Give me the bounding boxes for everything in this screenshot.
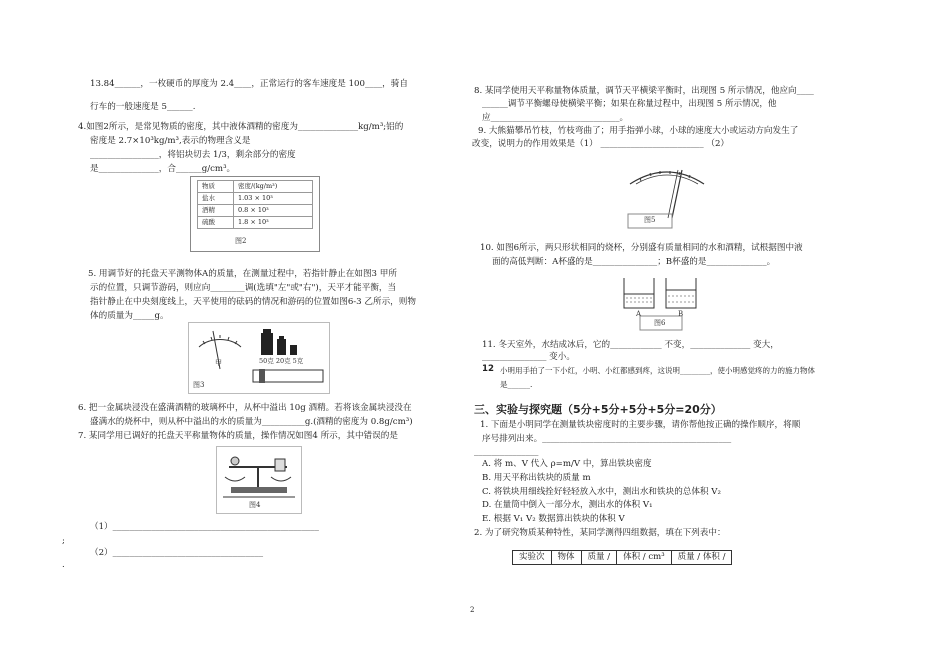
q10-line2: 面的高低判断：A杯盛的是_______________；B杯盛的是______________。 <box>492 257 776 267</box>
q8-line1: 8. 某同学使用天平称量物体质量，调节天平横梁平衡时，出现图 5 所示情况，他应向____ <box>474 86 814 96</box>
q7-answer-2: （2）___________________________________ <box>90 548 264 558</box>
density-row-sulfuric-acid-value: 1.8 × 10³ <box>233 217 312 229</box>
exp1-step-e: E. 根据 V₁ V₂ 数据算出铁块的体积 V <box>482 514 625 524</box>
exp2-header-mass-per-volume: 质量 / 体积 / <box>671 551 732 565</box>
q4-line4: 是______________，合______g/cm³。 <box>90 164 236 174</box>
figure-4-caption: 图4 <box>249 501 261 509</box>
q8-line3: 应______________________________。 <box>482 113 629 123</box>
density-header-value: 密度/(kg/m³) <box>233 181 312 193</box>
figure-2-density-table <box>190 176 320 252</box>
exp2-line1: 2. 为了研究物质某种特性，某同学测得四组数据，填在下列表中： <box>474 528 726 538</box>
figure-6-caption: 图6 <box>654 319 666 327</box>
q10-line1: 10. 如图6所示，两只形状相同的烧杯，分别盛有质量相同的水和酒精，试根据图中液 <box>480 243 803 253</box>
q3-line1: 13.84______，一枚硬币的厚度为 2.4____，正常运行的客车速度是 100____，骑自 <box>90 79 408 89</box>
exp2-header-trial: 实验次 <box>513 551 552 565</box>
density-row-alcohol-value: 0.8 × 10³ <box>233 205 312 217</box>
figure-2-caption: 图2 <box>235 237 247 245</box>
figure-5-gauge <box>626 150 708 230</box>
exp1-step-a: A. 将 m、V 代入 ρ=m/V 中，算出铁块密度 <box>482 459 652 469</box>
q12-line2: 是______. <box>500 380 533 389</box>
q7-line1: 7. 某同学用已调好的托盘天平称量物体的质量，操作情况如图4 所示，其中错误的是 <box>78 431 398 441</box>
density-row-sulfuric-acid: 硫酸 <box>198 217 234 229</box>
section-title: 三、实验与探究题（5分+5分+5分+5分=20分） <box>474 403 722 416</box>
q4-line2: 密度是 2.7×10³kg/m³,表示的物理含义是 <box>90 136 251 146</box>
q4-line1: 4.如图2所示，是常见物质的密度，其中液体酒精的密度为______________kg/m³;铝的 <box>78 122 404 132</box>
density-row-alcohol: 酒精 <box>198 205 234 217</box>
q5-line3: 指针静止在中央刻度线上，天平使用的砝码的情况和游码的位置如图6-3 乙所示，则物 <box>90 297 416 307</box>
q4-line3: ________________，将铝块切去 1/3，剩余部分的密度 <box>90 150 296 160</box>
q9-line1: 9. 大熊猫攀吊竹枝，竹枝弯曲了；用手指弹小球，小球的速度大小或运动方向发生了 <box>478 126 799 136</box>
exp1-line2: 序号排列出来。____________________________________________ <box>482 434 732 444</box>
figure-3-label-jia: 甲 <box>215 359 222 367</box>
gauge-illustration <box>626 150 708 230</box>
figure-4-balance <box>216 446 302 514</box>
q5-line2: 示的位置，只调节游码，则应向________调(选填"左"或"右")，天平才能平衡，当 <box>90 283 397 293</box>
exp1-step-d: D. 在量筒中倒入一部分水，测出水的体积 V₁ <box>482 500 653 510</box>
exp2-header-volume: 体积 / cm³ <box>617 551 672 565</box>
q7-answer-1: （1）________________________________________________ <box>90 522 319 532</box>
density-table <box>197 180 313 229</box>
exp2-header-object: 物体 <box>551 551 581 565</box>
q7-trailing-dot: . <box>62 560 65 570</box>
page-number: 2 <box>470 606 475 614</box>
density-row-saltwater: 盐水 <box>198 193 234 205</box>
figure-3-caption: 图3 <box>193 381 205 389</box>
figure-3-weights-label: 50克 20克 5克 <box>259 357 304 365</box>
figure-6-beakers <box>620 270 702 332</box>
q6-line1: 6. 把一金属块浸没在盛满酒精的玻璃杯中，从杯中溢出 10g 酒精。若将该金属块浸没在 <box>78 403 412 413</box>
q12-number: 12 <box>482 364 494 374</box>
exp2-data-table <box>512 550 732 565</box>
figure-3-balance <box>188 322 330 394</box>
q5-line4: 体的质量为_____g。 <box>90 311 169 321</box>
density-header-substance: 物质 <box>198 181 234 193</box>
density-row-saltwater-value: 1.03 × 10³ <box>233 193 312 205</box>
exp1-step-b: B. 用天平称出铁块的质量 m <box>482 473 591 483</box>
exp1-line1: 1. 下面是小明同学在测量铁块密度时的主要步骤，请你帮他按正确的操作顺序，将顺 <box>480 420 801 430</box>
q3-line2: 行车的一般速度是 5______. <box>90 102 196 112</box>
q9-line2: 改变，说明力的作用效果是（1） ________________________ （2） <box>472 139 730 149</box>
q8-line2: ______调节平衡螺母使横梁平衡；如果在称量过程中，出现图 5 所示情况，他 <box>482 99 777 109</box>
q11-line1: 11. 冬天室外，水结成冰后，它的____________ 不变，______________ 变大， <box>482 340 779 350</box>
q11-line2: _______________ 变小。 <box>482 352 575 362</box>
exp1-step-c: C. 将铁块用细线拴好轻轻放入水中，测出水和铁块的总体积 V₂ <box>482 487 721 497</box>
q5-line1: 5. 用调节好的托盘天平测物体A的质量，在测量过程中，若指针静止在如图3 甲所 <box>88 269 397 279</box>
beaker-a-label: A <box>636 310 642 318</box>
q12-line1: 小明用手拍了一下小红，小明、小红都感到疼，这说明________，使小明感觉疼的力的施力物体 <box>500 366 815 375</box>
figure-5-caption: 图5 <box>644 216 656 224</box>
q7-semicolon: ; <box>62 536 65 546</box>
exp2-header-mass: 质量 / <box>581 551 617 565</box>
beaker-b-label: B <box>678 310 684 318</box>
exp1-line3: _______________ <box>474 447 539 457</box>
q6-line2: 盛满水的烧杯中，则从杯中溢出的水的质量为__________g.(酒精的密度为 0.8g/cm³) <box>90 417 413 427</box>
